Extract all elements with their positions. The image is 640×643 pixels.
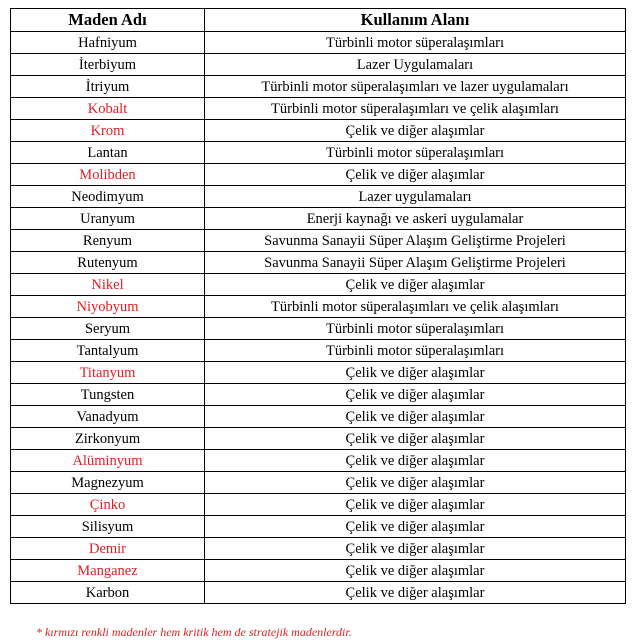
usage-area-cell: Lazer Uygulamaları — [205, 54, 626, 76]
table-body — [11, 32, 626, 604]
usage-area-cell: Çelik ve diğer alaşımlar — [205, 362, 626, 384]
mineral-name-cell: İterbiyum — [11, 54, 205, 76]
usage-area-cell: Savunma Sanayii Süper Alaşım Geliştirme Projeleri — [205, 230, 626, 252]
usage-area-cell: Çelik ve diğer alaşımlar — [205, 538, 626, 560]
mineral-name-cell: Neodimyum — [11, 186, 205, 208]
usage-area-cell: Türbinli motor süperalaşımları — [205, 142, 626, 164]
mineral-name-cell: Magnezyum — [11, 472, 205, 494]
table-row — [11, 252, 626, 274]
mineral-name-cell: Hafniyum — [11, 32, 205, 54]
usage-area-cell: Çelik ve diğer alaşımlar — [205, 582, 626, 604]
usage-area-cell: Çelik ve diğer alaşımlar — [205, 274, 626, 296]
footnote: * kırmızı renkli madenler hem kritik hem de stratejik madenlerdir. — [36, 625, 352, 639]
mineral-name-cell: Demir — [11, 538, 205, 560]
table-row — [11, 406, 626, 428]
table-row — [11, 76, 626, 98]
usage-area-cell: Lazer uygulamaları — [205, 186, 626, 208]
table-row — [11, 186, 626, 208]
mineral-name-cell: Krom — [11, 120, 205, 142]
mineral-name-cell: Tungsten — [11, 384, 205, 406]
mineral-name-cell: Karbon — [11, 582, 205, 604]
usage-area-cell: Çelik ve diğer alaşımlar — [205, 516, 626, 538]
usage-area-cell: Çelik ve diğer alaşımlar — [205, 560, 626, 582]
table-row — [11, 450, 626, 472]
mineral-name-cell: Seryum — [11, 318, 205, 340]
table-row — [11, 54, 626, 76]
usage-area-cell: Savunma Sanayii Süper Alaşım Geliştirme Projeleri — [205, 252, 626, 274]
mineral-name-cell: Molibden — [11, 164, 205, 186]
usage-area-cell: Çelik ve diğer alaşımlar — [205, 406, 626, 428]
mineral-name-cell: Renyum — [11, 230, 205, 252]
table-row — [11, 472, 626, 494]
mineral-name-cell: Manganez — [11, 560, 205, 582]
table-row — [11, 340, 626, 362]
table-row — [11, 428, 626, 450]
column-header-mineral-name: Maden Adı — [11, 9, 205, 32]
table-header-row — [11, 9, 626, 32]
table-row — [11, 582, 626, 604]
usage-area-cell: Çelik ve diğer alaşımlar — [205, 472, 626, 494]
usage-area-cell: Türbinli motor süperalaşımları ve çelik alaşımları — [205, 98, 626, 120]
usage-area-cell: Türbinli motor süperalaşımları — [205, 340, 626, 362]
mineral-name-cell: Kobalt — [11, 98, 205, 120]
mineral-name-cell: Uranyum — [11, 208, 205, 230]
table-row — [11, 494, 626, 516]
table-row — [11, 32, 626, 54]
mineral-name-cell: Vanadyum — [11, 406, 205, 428]
table-row — [11, 98, 626, 120]
table-row — [11, 164, 626, 186]
table-row — [11, 208, 626, 230]
usage-area-cell: Çelik ve diğer alaşımlar — [205, 494, 626, 516]
table-row — [11, 362, 626, 384]
mineral-name-cell: Lantan — [11, 142, 205, 164]
table-row — [11, 296, 626, 318]
usage-area-cell: Türbinli motor süperalaşımları — [205, 318, 626, 340]
table-row — [11, 230, 626, 252]
mineral-name-cell: Çinko — [11, 494, 205, 516]
mineral-name-cell: Nikel — [11, 274, 205, 296]
mineral-name-cell: Titanyum — [11, 362, 205, 384]
mineral-name-cell: Tantalyum — [11, 340, 205, 362]
table-row — [11, 516, 626, 538]
table-row — [11, 318, 626, 340]
mineral-name-cell: Alüminyum — [11, 450, 205, 472]
mineral-name-cell: Niyobyum — [11, 296, 205, 318]
table-row — [11, 384, 626, 406]
table-row — [11, 274, 626, 296]
table-row — [11, 538, 626, 560]
usage-area-cell: Çelik ve diğer alaşımlar — [205, 384, 626, 406]
usage-area-cell: Türbinli motor süperalaşımları ve çelik alaşımları — [205, 296, 626, 318]
usage-area-cell: Enerji kaynağı ve askeri uygulamalar — [205, 208, 626, 230]
usage-area-cell: Türbinli motor süperalaşımları ve lazer uygulamaları — [205, 76, 626, 98]
mineral-name-cell: Zirkonyum — [11, 428, 205, 450]
mineral-name-cell: Rutenyum — [11, 252, 205, 274]
usage-area-cell: Çelik ve diğer alaşımlar — [205, 164, 626, 186]
usage-area-cell: Çelik ve diğer alaşımlar — [205, 120, 626, 142]
mineral-name-cell: İtriyum — [11, 76, 205, 98]
minerals-table — [10, 8, 626, 604]
usage-area-cell: Türbinli motor süperalaşımları — [205, 32, 626, 54]
table-row — [11, 142, 626, 164]
usage-area-cell: Çelik ve diğer alaşımlar — [205, 450, 626, 472]
column-header-usage-area: Kullanım Alanı — [205, 9, 626, 32]
table-row — [11, 560, 626, 582]
mineral-name-cell: Silisyum — [11, 516, 205, 538]
table-row — [11, 120, 626, 142]
usage-area-cell: Çelik ve diğer alaşımlar — [205, 428, 626, 450]
